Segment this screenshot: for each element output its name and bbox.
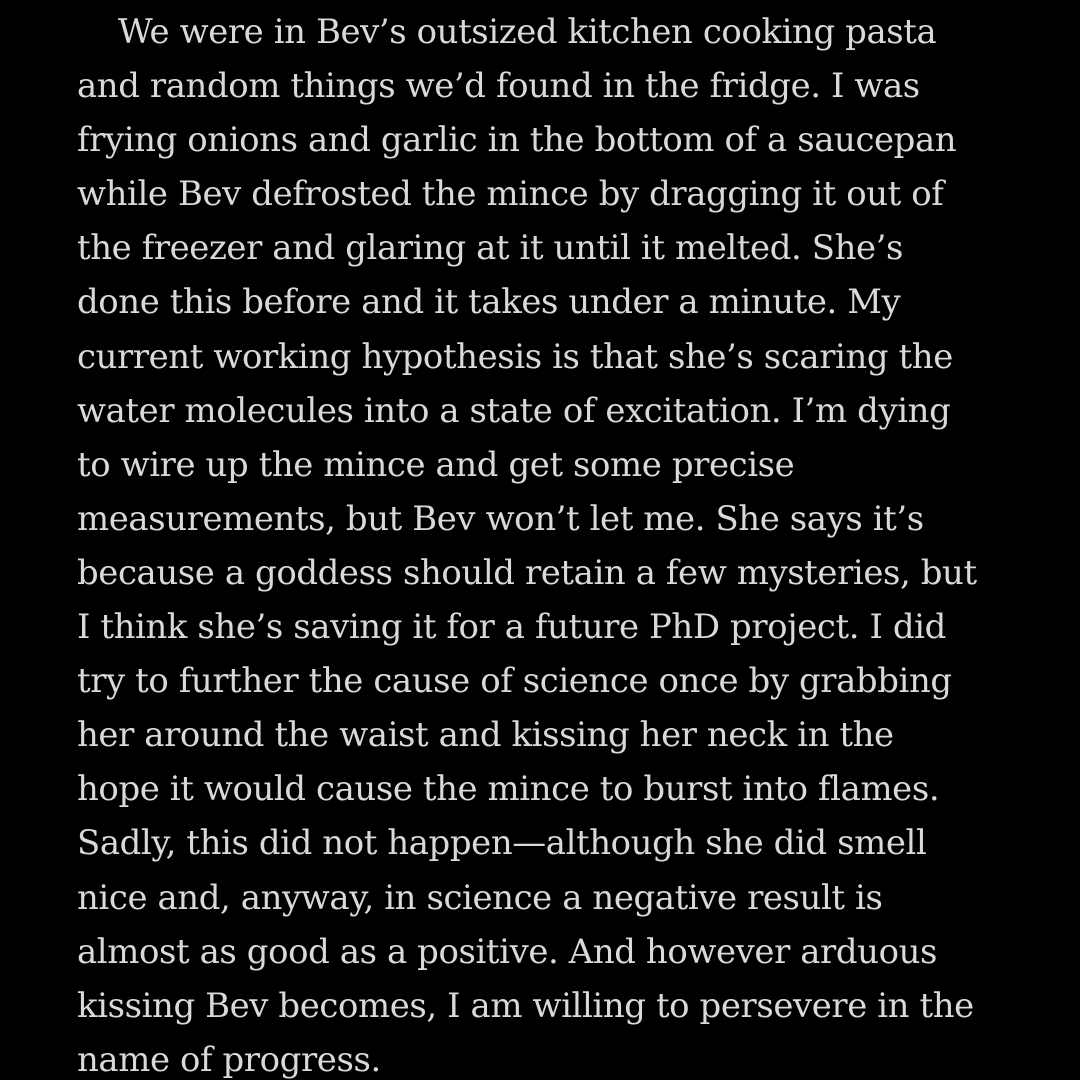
passage-line: kissing Bev becomes, I am willing to persevere in the: [77, 985, 974, 1026]
passage-line: done this before and it takes under a minute. My: [77, 282, 901, 323]
passage-line: while Bev defrosted the mince by dragging it out of: [77, 174, 944, 215]
passage-line: her around the waist and kissing her neck in the: [77, 715, 894, 756]
passage-line: almost as good as a positive. And however arduous: [77, 931, 938, 972]
passage-line: nice and, anyway, in science a negative result is: [77, 877, 883, 918]
passage-line: frying onions and garlic in the bottom of a saucepan: [77, 120, 957, 161]
passage-line: the freezer and glaring at it until it melted. She’s: [77, 228, 904, 269]
passage-line: because a goddess should retain a few mysteries, but: [77, 552, 977, 593]
passage-line: current working hypothesis is that she’s scaring the: [77, 336, 953, 377]
passage-line: water molecules into a state of excitation. I’m dying: [77, 390, 951, 431]
passage-line: and random things we’d found in the fridge. I was: [77, 66, 920, 107]
passage-line: Sadly, this did not happen—although she did smell: [77, 823, 927, 864]
passage-line: name of progress.: [77, 1039, 381, 1080]
passage-line: measurements, but Bev won’t let me. She says it’s: [77, 498, 924, 539]
passage-line: try to further the cause of science once by grabbing: [77, 661, 952, 702]
passage-paragraph: [77, 5, 1077, 1080]
passage-line: I think she’s saving it for a future PhD project. I did: [77, 607, 946, 648]
passage-line: hope it would cause the mince to burst into flames.: [77, 769, 940, 810]
passage-line: We were in Bev’s outsized kitchen cooking pasta: [117, 12, 937, 52]
passage-line: to wire up the mince and get some precise: [77, 444, 795, 485]
